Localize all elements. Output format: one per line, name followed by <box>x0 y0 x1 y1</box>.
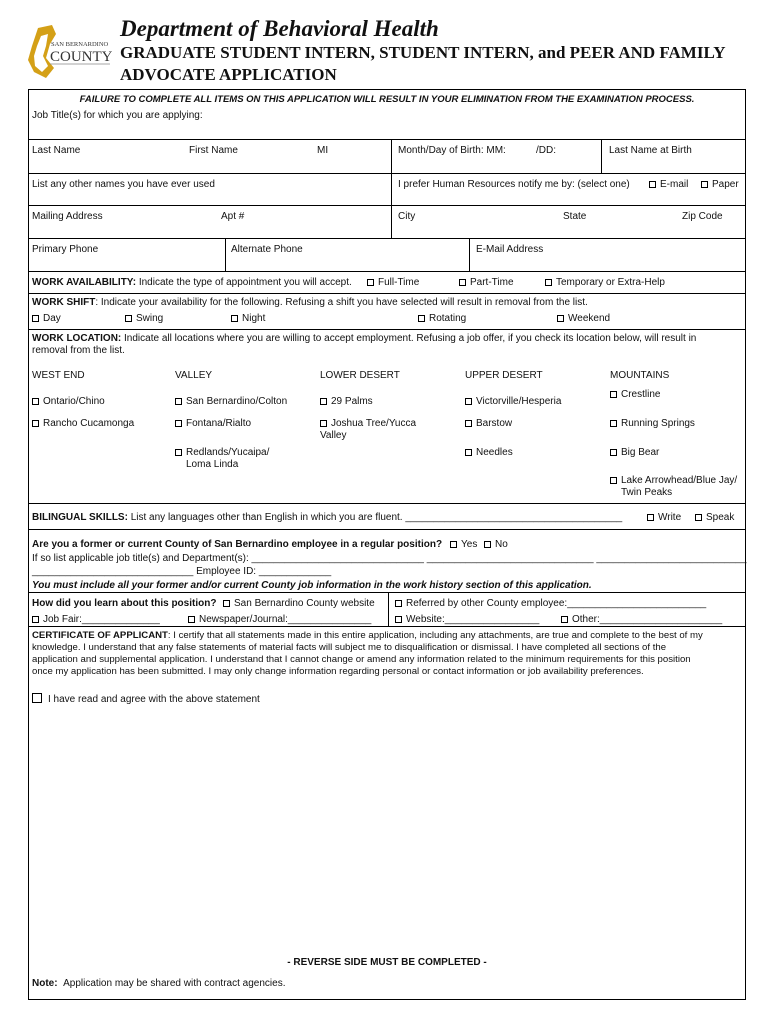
last-name-birth-field[interactable]: Last Name at Birth <box>609 145 692 156</box>
dob-dd-field[interactable]: /DD: <box>536 145 556 156</box>
page-subtitle: GRADUATE STUDENT INTERN, STUDENT INTERN, and PEER AND FAMILY ADVOCATE APPLICATION <box>120 43 725 84</box>
application-form <box>28 89 746 1000</box>
address-row <box>29 206 745 239</box>
bilingual-row <box>29 504 745 530</box>
victorville-checkbox[interactable]: Victorville/Hesperia <box>465 396 561 407</box>
availability-text: Indicate the type of appointment you will accept. <box>138 277 352 288</box>
first-name-field[interactable]: First Name <box>189 145 238 156</box>
county-website-checkbox[interactable]: San Bernardino County website <box>223 598 375 609</box>
other-checkbox[interactable]: Other:______________________ <box>561 614 722 625</box>
temporary-checkbox[interactable]: Temporary or Extra-Help <box>545 277 665 288</box>
notify-paper-checkbox[interactable]: Paper <box>701 179 739 190</box>
shift-text: : Indicate your availability for the following. Refusing a shift you have selected will result in removal from the list. <box>95 297 588 308</box>
county-note: You must include all your former and/or current County job information in the work history section of this application. <box>32 580 592 591</box>
running-springs-checkbox[interactable]: Running Springs <box>610 418 695 429</box>
certificate-text: CERTIFICATE OF APPLICANT: I certify that all statements made in this entire application, including any attachments, are true and complete to the best of my knowledge. I understand that any false statements of material facts will subject me to disqualification or dismissal. I have completed all sections of the application and supplemental application. I understand that I cannot change or amend any information related to the minimum requirements for this position once my application has been submitted. I may only change information regarding personal or contact information or job availability preferences. <box>32 630 703 677</box>
lake-arrowhead-line2: Twin Peaks <box>621 487 673 498</box>
newspaper-checkbox[interactable]: Newspaper/Journal:_______________ <box>188 614 371 625</box>
fontana-checkbox[interactable]: Fontana/Rialto <box>175 418 251 429</box>
last-name-field[interactable]: Last Name <box>32 145 81 156</box>
county-job-titles-field[interactable]: If so list applicable job title(s) and Department(s): _______________________________ ______________________________ ___________________________ <box>32 553 747 564</box>
apt-field[interactable]: Apt # <box>221 211 245 222</box>
29-palms-checkbox[interactable]: 29 Palms <box>320 396 373 407</box>
ontario-checkbox[interactable]: Ontario/Chino <box>32 396 105 407</box>
page-title: Department of Behavioral Health <box>120 16 439 41</box>
lake-arrowhead-checkbox[interactable]: Lake Arrowhead/Blue Jay/ <box>610 475 737 486</box>
region-lower-desert: LOWER DESERT <box>320 370 400 381</box>
primary-phone-field[interactable]: Primary Phone <box>32 244 99 255</box>
job-title-row <box>29 90 745 140</box>
learn-question: How did you learn about this position? <box>32 598 217 609</box>
website-checkbox[interactable]: Website:_________________ <box>395 614 539 625</box>
night-checkbox[interactable]: Night <box>231 313 265 324</box>
county-employee-row <box>29 530 745 593</box>
weekend-checkbox[interactable]: Weekend <box>557 313 610 324</box>
email-address-field[interactable]: E-Mail Address <box>476 244 544 255</box>
location-text-2: removal from the list. <box>32 345 125 356</box>
bilingual-text[interactable]: List any languages other than English in which you are fluent. _______________________________________ <box>130 512 623 523</box>
availability-label: WORK AVAILABILITY: <box>32 277 137 288</box>
warning-text: FAILURE TO COMPLETE ALL ITEMS ON THIS APPLICATION WILL RESULT IN YOUR ELIMINATION FROM THE EXAMINATION PROCESS. <box>79 94 695 105</box>
mi-field[interactable]: MI <box>317 145 329 156</box>
speak-checkbox[interactable]: Speak <box>695 512 734 523</box>
joshua-tree-checkbox[interactable]: Joshua Tree/Yucca <box>320 418 416 429</box>
bilingual-label: BILINGUAL SKILLS: <box>32 512 128 523</box>
notify-email-checkbox[interactable]: E-mail <box>649 179 688 190</box>
name-row <box>29 140 745 174</box>
county-yes-checkbox[interactable]: Yes <box>450 539 477 550</box>
region-valley: VALLEY <box>175 370 213 381</box>
region-mountains: MOUNTAINS <box>610 370 670 381</box>
logo-top-text: SAN BERNARDINO <box>51 41 109 48</box>
needles-checkbox[interactable]: Needles <box>465 447 513 458</box>
swing-checkbox[interactable]: Swing <box>125 313 163 324</box>
county-no-checkbox[interactable]: No <box>484 539 508 550</box>
redlands-line2: Loma Linda <box>186 459 239 470</box>
other-names-row <box>29 174 745 206</box>
location-text: Indicate all locations where you are willing to accept employment. Refusing a job offer, if you check its location below, will result in <box>124 333 697 344</box>
barstow-checkbox[interactable]: Barstow <box>465 418 512 429</box>
notify-label: I prefer Human Resources notify me by: (select one) <box>398 179 630 190</box>
county-employee-question: Are you a former or current County of San Bernardino employee in a regular position? <box>32 539 443 550</box>
san-bernardino-checkbox[interactable]: San Bernardino/Colton <box>175 396 287 407</box>
state-field[interactable]: State <box>563 211 587 222</box>
full-time-checkbox[interactable]: Full-Time <box>367 277 419 288</box>
region-upper-desert: UPPER DESERT <box>465 370 543 381</box>
part-time-checkbox[interactable]: Part-Time <box>459 277 514 288</box>
write-checkbox[interactable]: Write <box>647 512 681 523</box>
availability-row <box>29 272 745 294</box>
logo-bottom-text: COUNTY <box>50 49 112 65</box>
job-fair-checkbox[interactable]: Job Fair:______________ <box>32 614 160 625</box>
joshua-tree-line2: Valley <box>320 430 347 441</box>
certificate-label: CERTIFICATE OF APPLICANT <box>32 630 168 641</box>
big-bear-checkbox[interactable]: Big Bear <box>610 447 659 458</box>
shift-label: WORK SHIFT <box>32 297 96 308</box>
shift-row <box>29 294 745 330</box>
mailing-address-field[interactable]: Mailing Address <box>32 211 103 222</box>
city-field[interactable]: City <box>398 211 416 222</box>
reverse-side-notice: - REVERSE SIDE MUST BE COMPLETED - <box>287 957 487 968</box>
region-west-end: WEST END <box>32 370 85 381</box>
zip-field[interactable]: Zip Code <box>682 211 723 222</box>
job-title-field[interactable]: Job Title(s) for which you are applying: <box>32 110 203 121</box>
crestline-checkbox[interactable]: Crestline <box>610 389 660 400</box>
location-label: WORK LOCATION: <box>32 333 122 344</box>
referred-checkbox[interactable]: Referred by other County employee:_________________________ <box>395 598 706 609</box>
learn-row <box>29 593 745 627</box>
location-row <box>29 330 745 504</box>
certificate-row <box>29 627 745 999</box>
employee-id-field[interactable]: _____________________________ Employee ID: _____________ <box>32 566 332 577</box>
rancho-checkbox[interactable]: Rancho Cucamonga <box>32 418 134 429</box>
other-names-field[interactable]: List any other names you have ever used <box>32 179 215 190</box>
dob-field[interactable]: Month/Day of Birth: MM: <box>398 145 506 156</box>
footer-note: Note: Application may be shared with contract agencies. <box>32 978 286 989</box>
phone-row <box>29 239 745 272</box>
county-logo <box>24 24 112 80</box>
day-checkbox[interactable]: Day <box>32 313 61 324</box>
alternate-phone-field[interactable]: Alternate Phone <box>231 244 303 255</box>
agree-checkbox[interactable]: I have read and agree with the above statement <box>32 693 260 705</box>
redlands-checkbox[interactable]: Redlands/Yucaipa/ <box>175 447 269 458</box>
rotating-checkbox[interactable]: Rotating <box>418 313 466 324</box>
